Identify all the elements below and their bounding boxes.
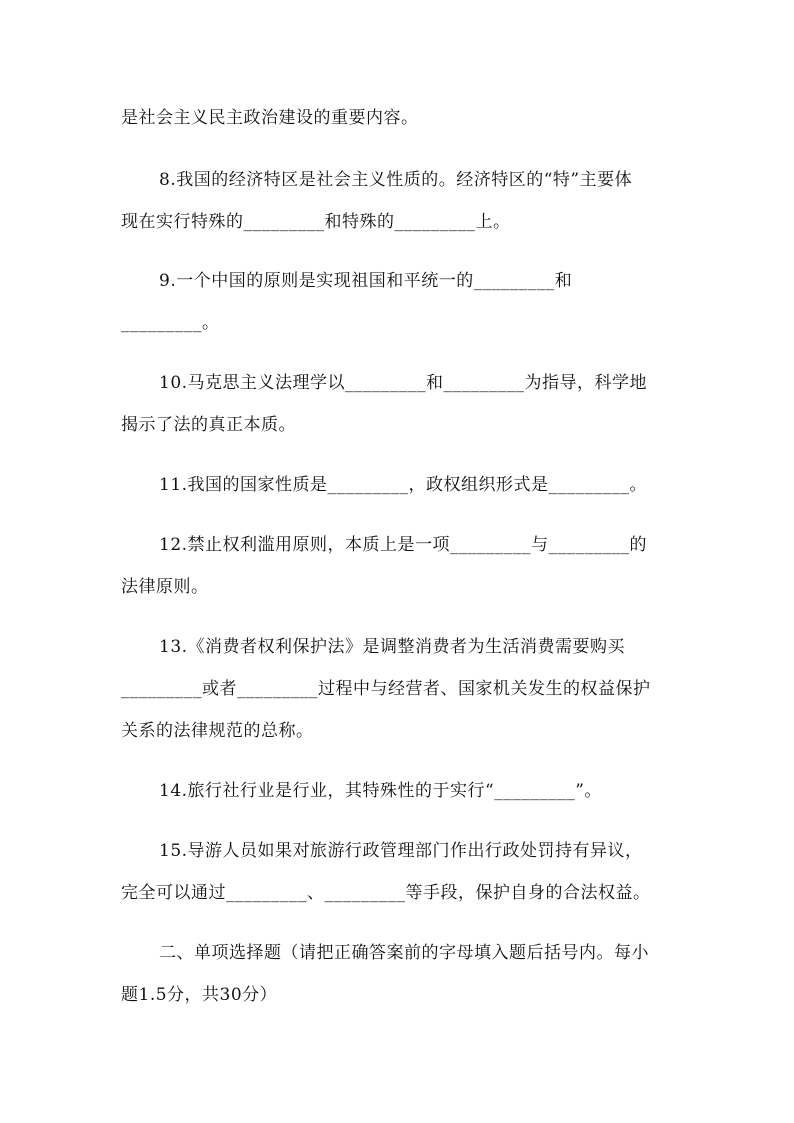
question-15-line-1: 15.导游人员如果对旅游行政管理部门作出行政处罚持有异议， [159, 841, 643, 861]
question-15-line-2: 完全可以通过_________、_________等手段，保护自身的合法权益。 [121, 883, 651, 903]
text-line: 是社会主义民主政治建设的重要内容。 [121, 108, 419, 128]
question-13-line-3: 关系的法律规范的总称。 [121, 721, 314, 741]
question-8-line-1: 8.我国的经济特区是社会主义性质的。经济特区的“特”主要体 [159, 170, 633, 190]
question-10-line-1: 10.马克思主义法理学以_________和_________为指导，科学地 [159, 373, 648, 393]
question-9-line-2: _________。 [121, 313, 220, 333]
question-11-line-1: 11.我国的国家性质是_________，政权组织形式是_________。 [159, 475, 648, 495]
question-13-line-2: _________或者_________过程中与经营者、国家机关发生的权益保护 [121, 679, 651, 699]
question-8-line-2: 现在实行特殊的_________和特殊的_________上。 [121, 212, 511, 232]
question-10-line-2: 揭示了法的真正本质。 [121, 415, 296, 435]
section-heading-line-2: 题1.5分，共30分） [121, 985, 278, 1005]
question-13-line-1: 13.《消费者权利保护法》是调整消费者为生活消费需要购买 [159, 637, 626, 657]
question-9-line-1: 9.一个中国的原则是实现祖国和平统一的_________和 [159, 271, 573, 291]
question-12-line-2: 法律原则。 [121, 577, 209, 597]
section-heading-line-1: 二、单项选择题（请把正确答案前的字母填入题后括号内。每小 [159, 943, 649, 963]
question-14-line-1: 14.旅行社行业是行业，其特殊性的于实行“_________”。 [159, 781, 602, 801]
question-12-line-1: 12.禁止权利滥用原则，本质上是一项_________与_________的 [159, 535, 648, 555]
